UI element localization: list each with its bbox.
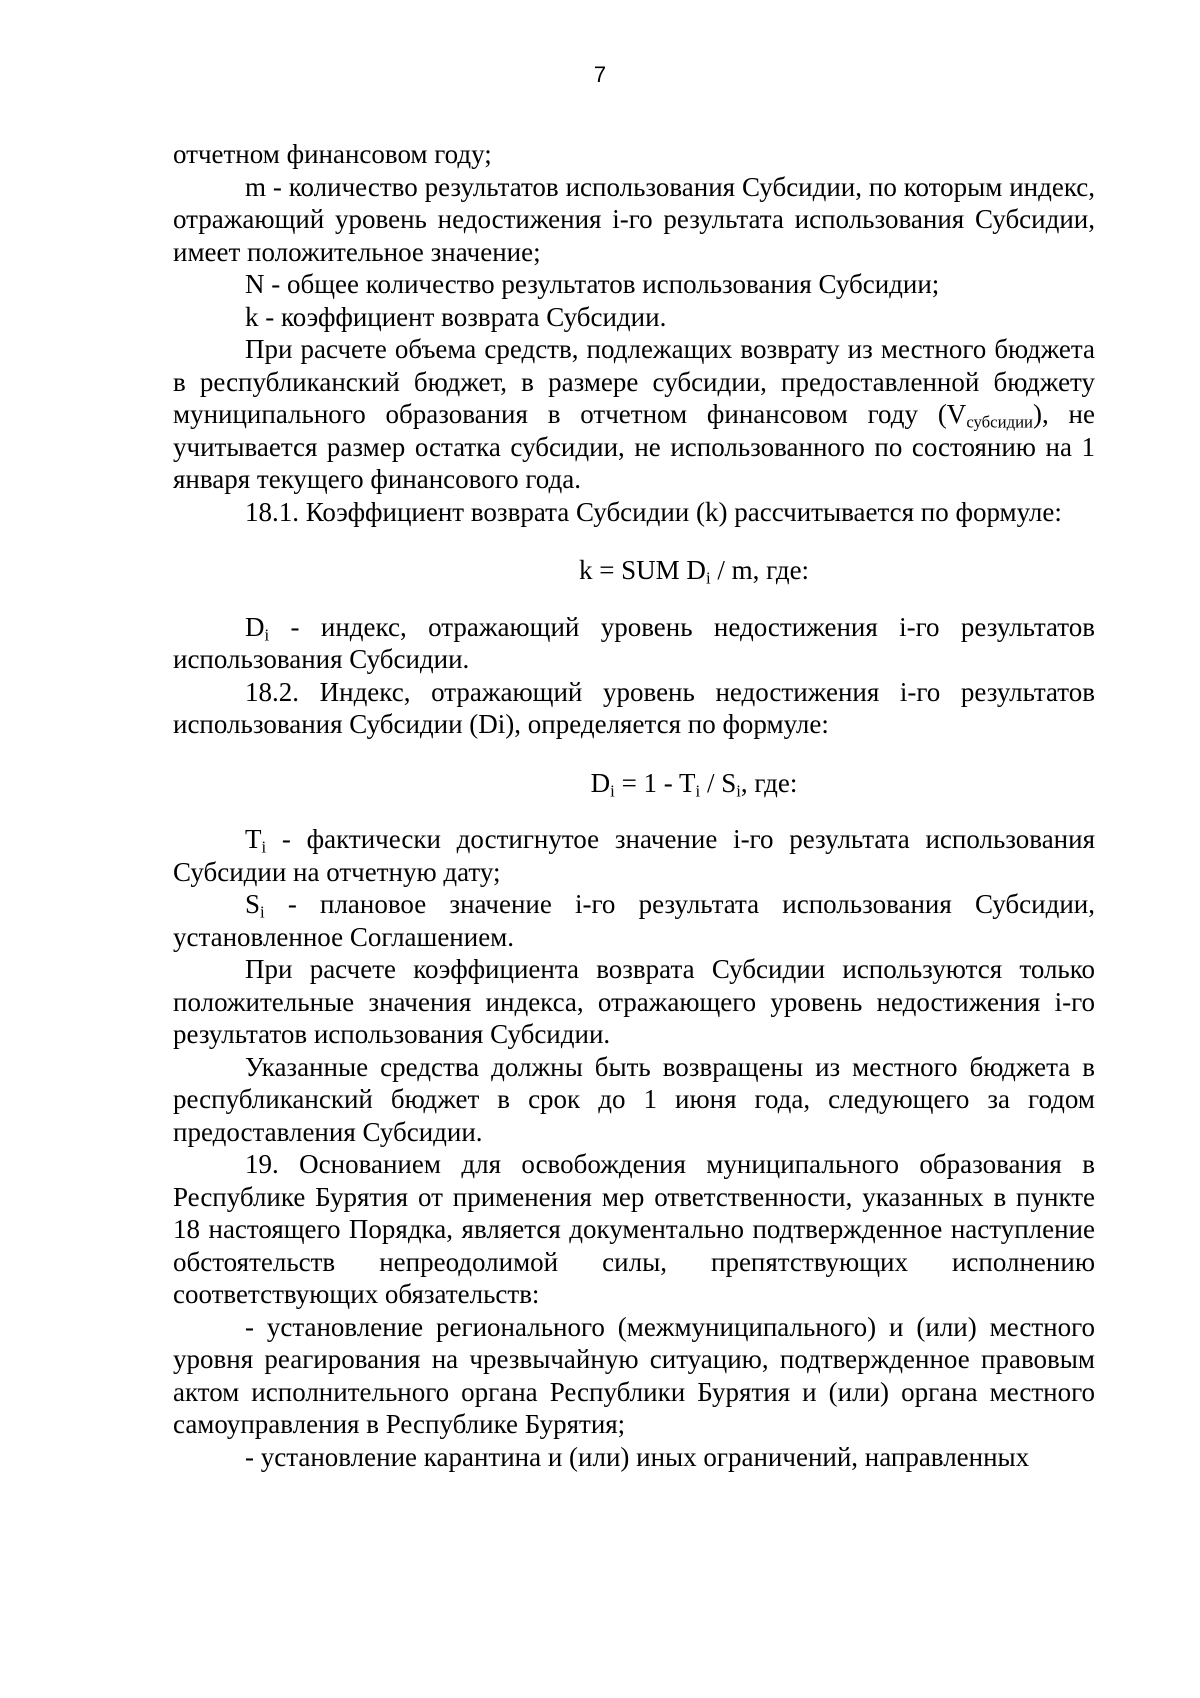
formula-k: k = SUM $D_i$ / m, где: [578,555,810,588]
definition-ti: $T_i$ - фактически достигнутое значение i-го результата использования Субсидии на отчетную дату; [173,824,1095,887]
formula-di: $D_i = 1 - T_i / S_i$, где: [590,767,798,801]
paragraph-positive-values: При расчете коэффициента возврата Субсидии используются только положительные значения индекса, отражающего уровень недостижения i-го результатов использования Субсидии. [173,954,1095,1049]
paragraph-19: 19. Основанием для освобождения муниципального образования в Республике Бурятия от применения мер ответственности, указанных в пункте 18 настоящего Порядка, является документально подтвержденное наступление обстоятельств непреодолимой силы, препятствующих исполнению соответствующих обязательств: [173,1149,1095,1309]
page-number: 7 [593,62,607,87]
paragraph-18-1: 18.1. Коэффициент возврата Субсидии (k) рассчитывается по формуле: [245,496,1062,527]
list-item-quarantine: - установление карантина и (или) иных ограничений, направленных [245,1441,1030,1472]
paragraph-18-2: 18.2. Индекс, отражающий уровень недостижения i-го результатов использования Субсидии (Di), определяется по формуле: [173,676,1095,739]
paragraph-calculation-note: При расчете объема средств, подлежащих возврату из местного бюджета в республиканский бюджет, в размере субсидии, предоставленной бюджету муниципального образования в отчетном финансовом году $(V_{субсидии})$, не учитывается размер остатка субсидии, не использованного по состоянию на 1 января текущего финансового года. [173,334,1095,494]
paragraph-return-deadline: Указанные средства должны быть возвращены из местного бюджета в республиканский бюджет в срок до 1 июня года, следующего за годом предоставления Субсидии. [173,1051,1095,1147]
definition-n: N - общее количество результатов использования Субсидии; [245,269,940,299]
definition-si: $S_i$ - плановое значение i-го результата использования Субсидии, установленное Соглашением. [173,889,1095,952]
document-body [173,138,1095,1473]
paragraph-continuation: отчетном финансовом году; [173,139,492,169]
definition-di: $D_i$ - индекс, отражающий уровень недостижения i-го результатов использования Субсидии. [173,611,1095,674]
definition-k: k - коэффициент возврата Субсидии. [245,301,667,332]
definition-m: m - количество результатов использования Субсидии, по которым индекс, отражающий уровень недостижения i-го результата использования Субсидии, имеет положительное значение; [173,171,1095,267]
list-item-emergency: - установление регионального (межмуниципального) и (или) местного уровня реагирования на чрезвычайную ситуацию, подтвержденное правовым актом исполнительного органа Республики Бурятия и (или) органа местного самоуправления в Республике Бурятия; [173,1311,1095,1439]
